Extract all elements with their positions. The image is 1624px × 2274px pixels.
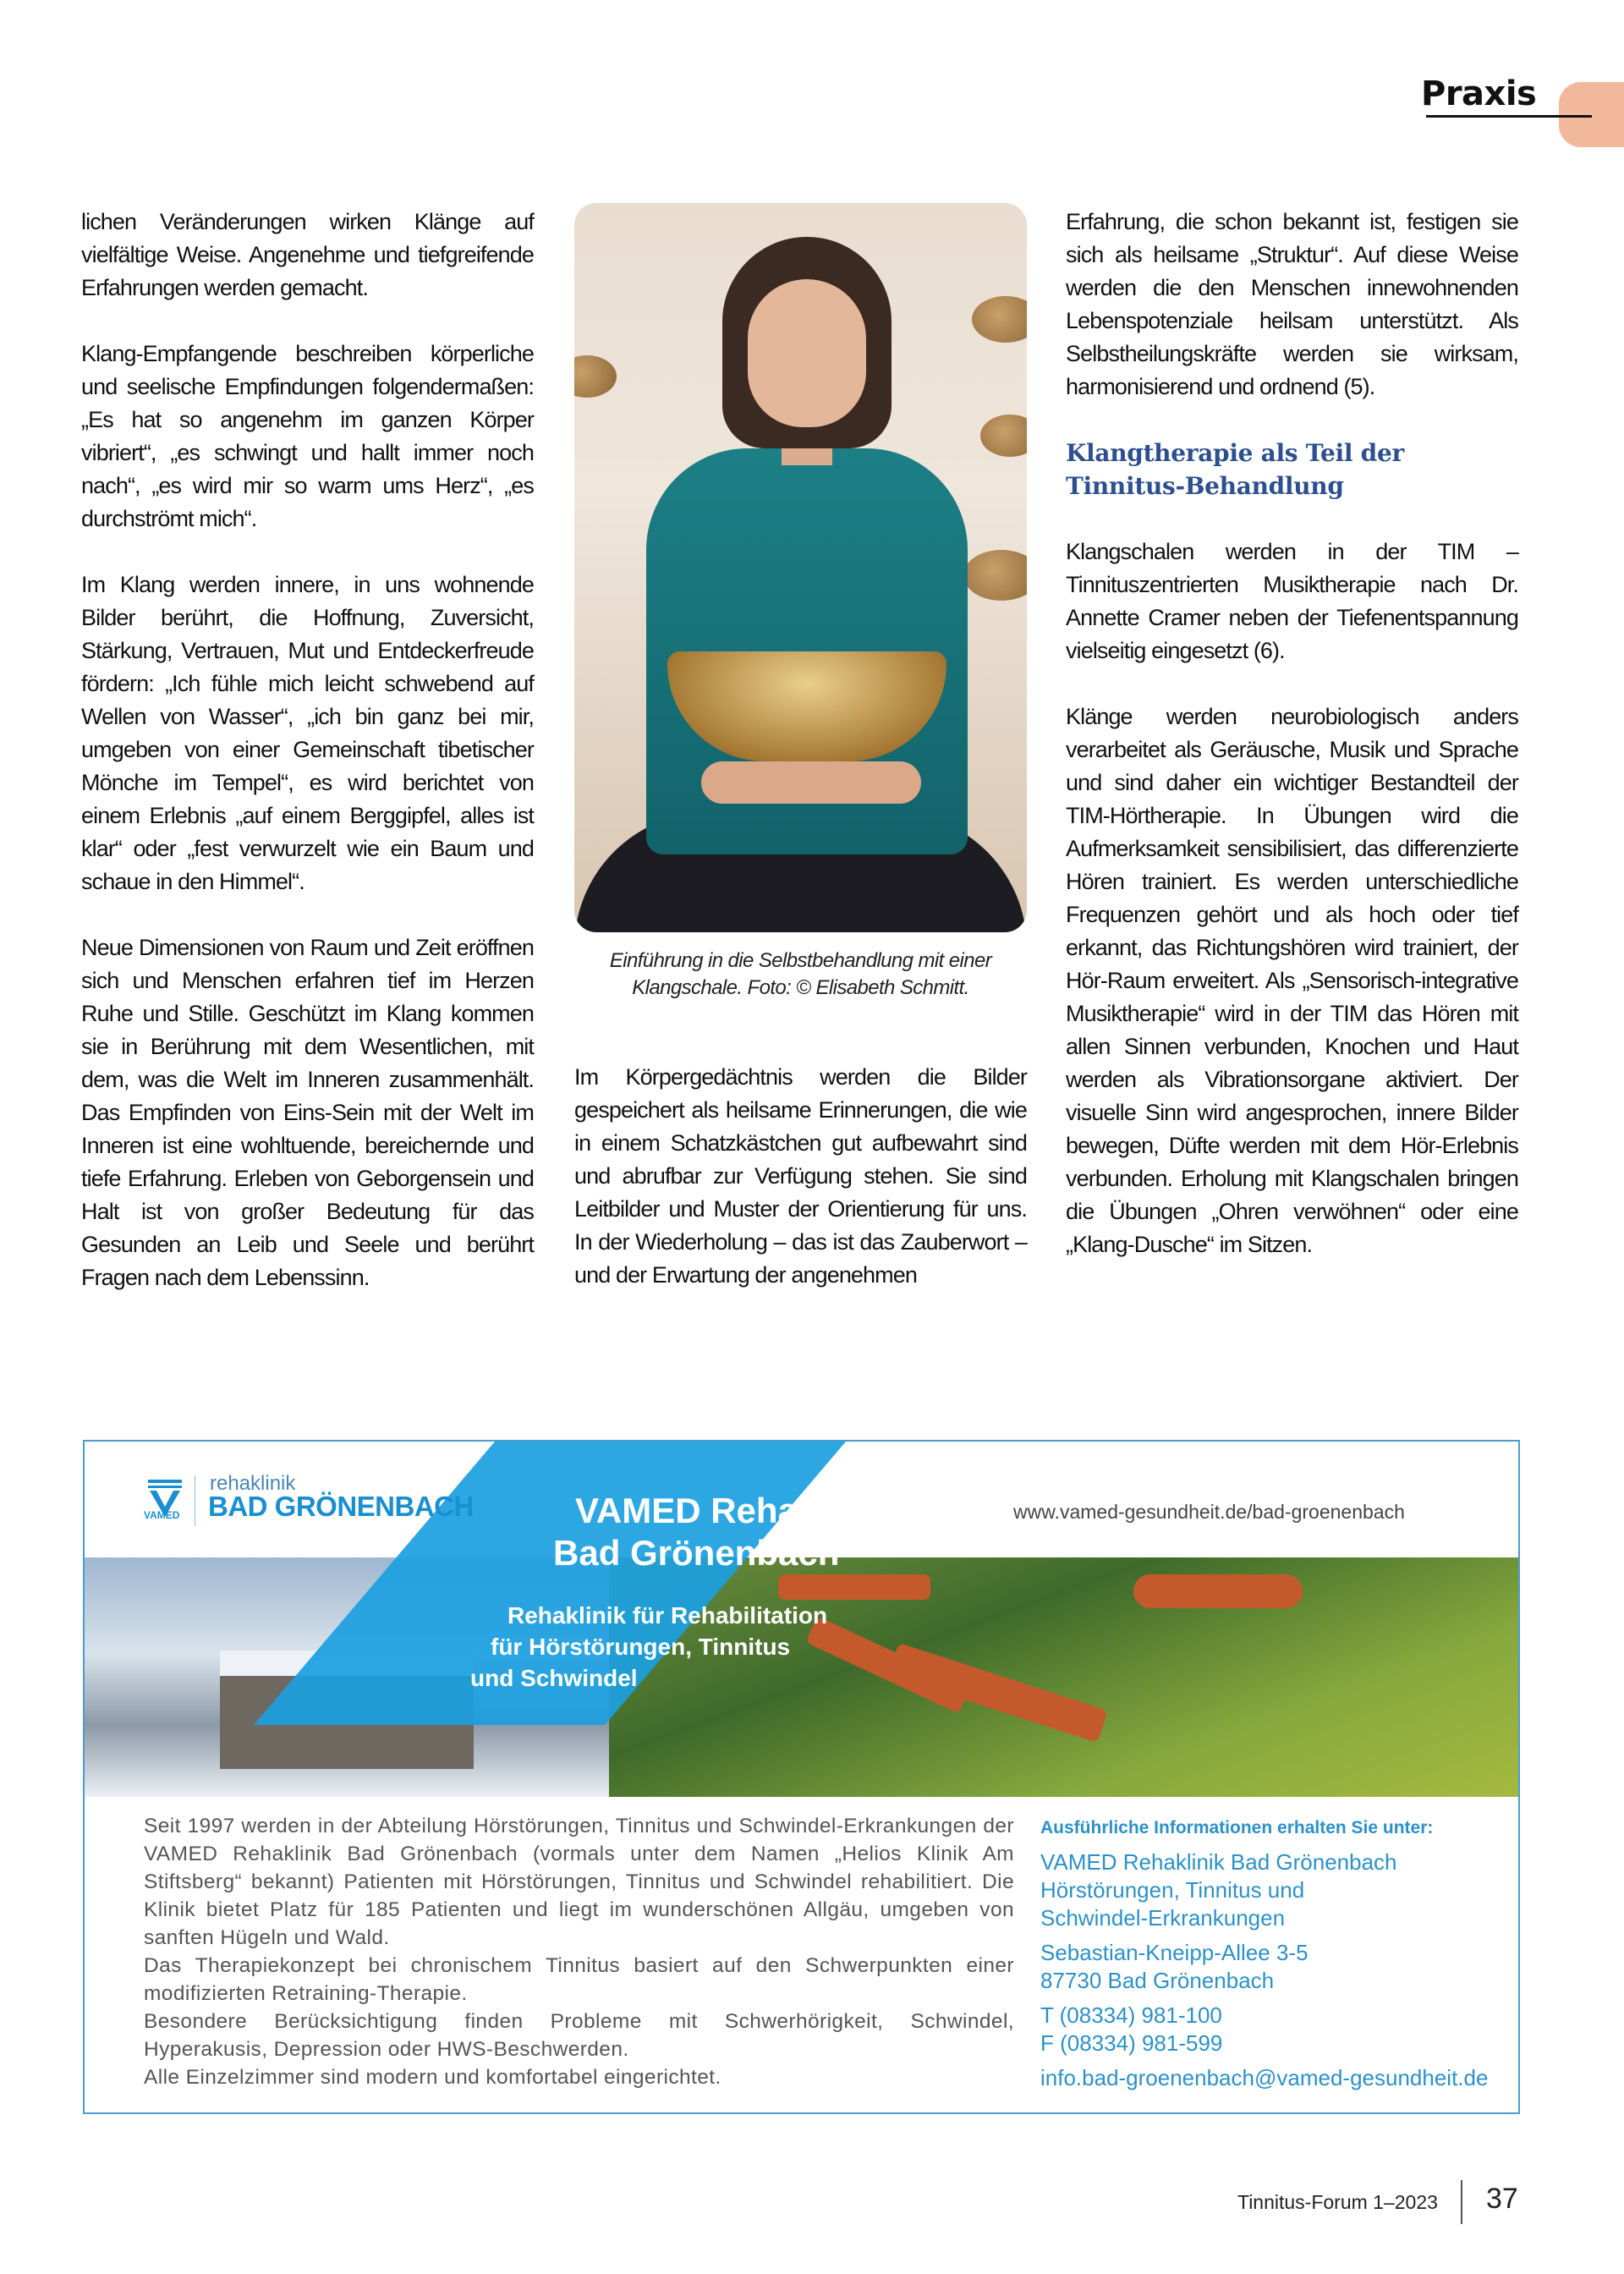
footer-divider (1461, 2180, 1462, 2224)
ad-contact (1040, 1814, 1488, 2092)
article-column-1 (81, 206, 534, 1327)
contact-name (1040, 1848, 1488, 1932)
advertisement (83, 1440, 1520, 2114)
article-column-2 (574, 1061, 1027, 1325)
contact-lead: Ausführliche Informationen erhalten Sie unter: (1040, 1818, 1434, 1837)
contact-fax: F (08334) 981-599 (1040, 2030, 1223, 2056)
article-column-3 (1066, 206, 1518, 1294)
section-title: Praxis (1421, 74, 1537, 113)
logo-brand: VAMED (144, 1509, 180, 1521)
contact-phone: T (08334) 981-100 (1040, 2002, 1222, 2028)
ad-paragraph: Besondere Berücksichtigung finden Probleme mit Schwerhörigkeit, Schwindel, Hyperakusis, Depression oder HWS-Beschwerden. (144, 2010, 1014, 2061)
paragraph: Klangschalen werden in der TIM – Tinnituszentrierten Musiktherapie nach Dr. Annette Cramer neben der Tiefenentspannung vielseitig eingesetzt (6). (1066, 539, 1518, 663)
contact-line: VAMED Rehaklinik Bad Grönenbach (1040, 1849, 1397, 1875)
paragraph: Im Körpergedächtnis werden die Bilder gespeichert als heilsame Erinnerungen, die wie in einem Schatzkästchen gut aufbewahrt sind und abrufbar zur Verfügung stehen. Sie sind Leitbilder und Muster der Orientierung für uns. In der Wiederholung – das ist das Zauberwort – und der Erwartung der angenehmen (574, 1064, 1027, 1288)
paragraph: Erfahrung, die schon bekannt ist, festigen sie sich als heilsame „Struktur“. Auf diese Weise werden die den Menschen innewohnenden Lebenspotenziale heilsam unterstützt. Als Selbstheilungskräfte werden sie wirksam, harmonisierend und ordnend (5). (1066, 209, 1518, 399)
ad-subtitle-line: und Schwindel (470, 1665, 638, 1691)
paragraph: Klänge werden neurobiologisch anders verarbeitet als Geräusche, Musik und Sprache und sind daher ein wichtiger Bestandteil der TIM-Hörtherapie. In Übungen wird die Aufmerksamkeit sensibilisiert, das differenzierte Hören trainiert. Es werden unterschiedliche Frequenzen gehört und als hoch oder tief erkannt, das Richtungshören wird trainiert, der Hör-Raum erweitert. Als „Sensorisch-integrative Musiktherapie“ wird in der TIM das Hören mit allen Sinnen verbunden, Knochen und Haut werden als Vibrationsorgane aktiviert. Der visuelle Sinn wird angesprochen, innere Bilder bewegen, Düfte werden mit dem Hör-Erlebnis verbunden. Erholung mit Klangschalen bringen die Übungen „Ohren verwöhnen“ oder eine „Klang-Dusche“ im Sitzen. (1066, 704, 1518, 1257)
ad-paragraph: Alle Einzelzimmer sind modern und komfortabel eingerichtet. (144, 2066, 721, 2089)
ad-title (553, 1490, 889, 1574)
contact-line: Hörstörungen, Tinnitus und (1040, 1877, 1305, 1903)
section-rule (1426, 115, 1592, 118)
logo-text-large: BAD GRÖNENBACH (208, 1491, 474, 1522)
contact-address (1040, 1939, 1488, 1995)
paragraph: Im Klang werden innere, in uns wohnende Bilder berührt, die Hoffnung, Zuversicht, Stärkung, Vertrauen, Mut und Entdeckerfreude fördern: „Ich fühle mich leicht schwebend auf Wellen von Wasser“, „ich bin ganz bei mir, umgeben von einer Gemeinschaft tibetischer Mönche im Tempel“, es wird berichtet von einem Erlebnis „auf einem Berggipfel, alles ist klar“ oder „fest verwurzelt wie ein Baum und schaue in den Himmel“. (81, 572, 534, 894)
paragraph: lichen Veränderungen wirken Klänge auf vielfältige Weise. Angenehme und tiefgreifende Erfahrungen werden gemacht. (81, 209, 534, 300)
contact-line: 87730 Bad Grönenbach (1040, 1968, 1275, 1993)
section-heading: Klangtherapie als Teil der Tinnitus-Behandlung (1066, 439, 1404, 500)
ad-paragraph: Seit 1997 werden in der Abteilung Hörstörungen, Tinnitus und Schwindel-Erkrankungen der VAMED Rehaklinik Bad Grönenbach (vormals unter dem Namen „Helios Klinik Am Stiftsberg“ bekannt) Patienten mit Hörstörungen, Tinnitus und Schwindel rehabilitiert. Die Klinik bietet Platz für 185 Patienten und liegt im wunderschönen Allgäu, umgeben von sanften Hügeln und Wald. (144, 1815, 1014, 1949)
contact-email-link[interactable]: info.bad-groenenbach@vamed-gesundheit.de (1040, 2065, 1489, 2090)
contact-phone-fax (1040, 2002, 1488, 2057)
ad-subtitle-line: für Hörstörungen, Tinnitus (491, 1634, 791, 1660)
ad-body (144, 1812, 1014, 2091)
journal-name: Tinnitus-Forum 1–2023 (1237, 2191, 1438, 2213)
contact-line: Sebastian-Kneipp-Allee 3-5 (1040, 1940, 1309, 1965)
logo-text-small: rehaklinik (210, 1472, 296, 1495)
ad-title-line: VAMED Rehaklinik (575, 1491, 889, 1530)
singing-bowl-photo (574, 203, 1027, 932)
ad-subtitle-line: Rehaklinik für Rehabilitation (508, 1602, 828, 1629)
page-number: 37 (1486, 2183, 1518, 2215)
contact-line: Schwindel-Erkrankungen (1040, 1905, 1286, 1931)
ad-subtitle (470, 1600, 828, 1694)
paragraph: Klang-Empfangende beschreiben körperliche und seelische Empfindungen folgendermaßen: „Es hat so angenehm im ganzen Körper vibriert“, „es schwingt und hallt immer noch nach“, „es wird mir so warm ums Herz“, „es durchströmt mich“. (81, 341, 534, 531)
ad-paragraph: Das Therapiekonzept bei chronischem Tinnitus basiert auf den Schwerpunkten einer modifizierten Retraining-Therapie. (144, 1954, 1014, 2005)
paragraph: Neue Dimensionen von Raum und Zeit eröffnen sich und Menschen erfahren tief im Herzen Ruhe und Stille. Geschützt im Klang kommen sie in Berührung mit dem Wesentlichen, mit dem, was die Welt im Inneren zusammenhält. Das Empfinden von Eins-Sein mit der Welt im Inneren ist eine wohltuende, bereichernde und tiefe Erfahrung. Erleben von Geborgensein und Halt ist von großer Bedeutung für das Gesunden an Leib und Seele und berührt Fragen nach dem Lebenssinn. (81, 935, 534, 1290)
ad-title-line: Bad Grönenbach (553, 1533, 840, 1573)
ad-website-link[interactable]: www.vamed-gesundheit.de/bad-groenenbach (1013, 1501, 1405, 1523)
photo-caption: Einführung in die Selbstbehandlung mit einer Klangschale. Foto: © Elisabeth Schmitt. (609, 949, 992, 999)
